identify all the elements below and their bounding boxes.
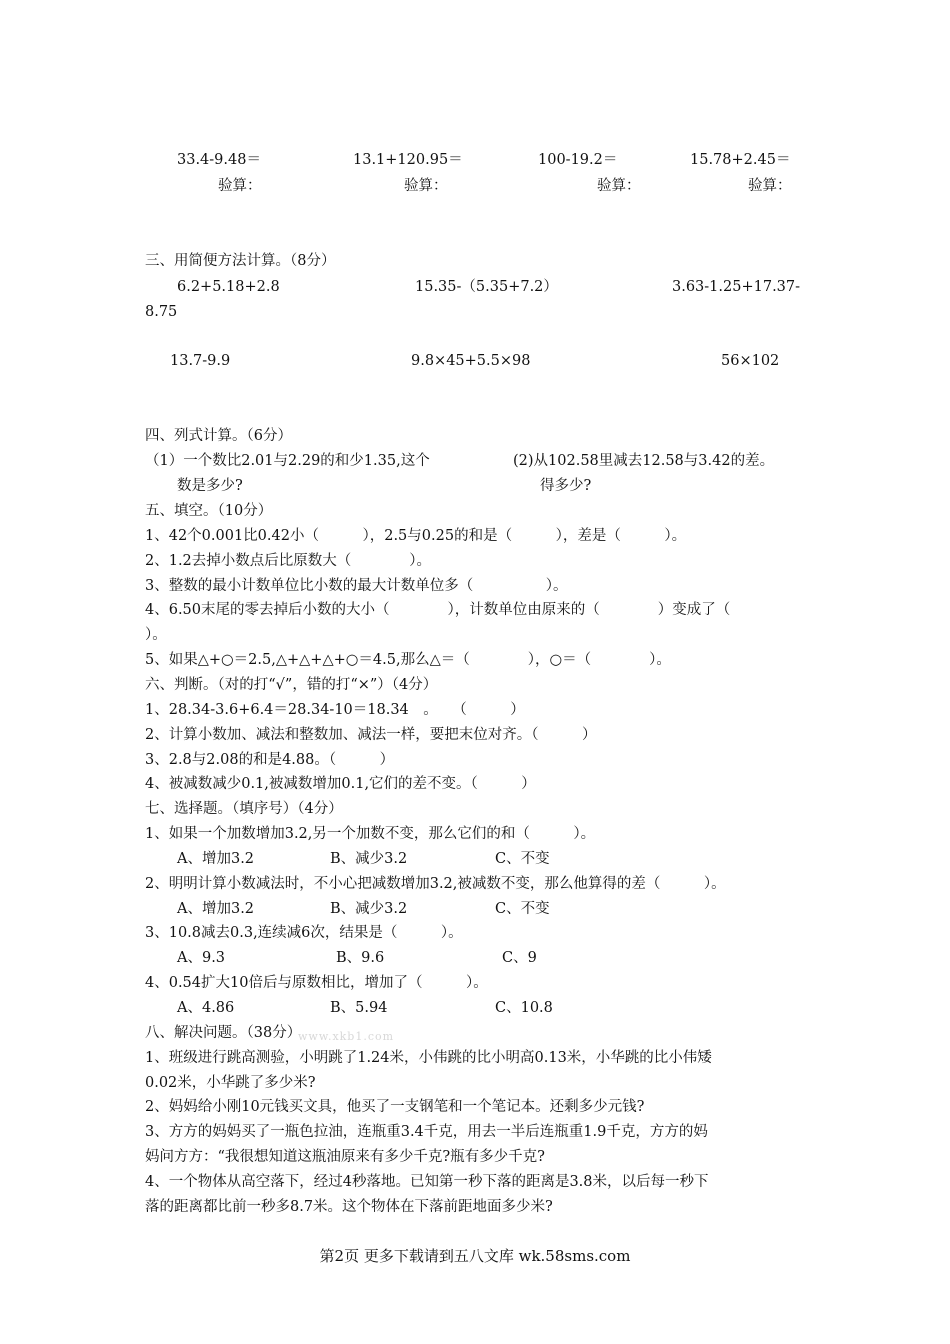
problem-4-line1: 4、一个物体从高空落下，经过4秒落地。已知第一秒下落的距离是3.8米，以后每一秒下	[145, 1174, 709, 1190]
choice-q1-option-b: B、减少3.2	[330, 851, 408, 867]
section-6-heading: 六、判断。（对的打“√”，错的打“×”）（4分）	[145, 677, 438, 693]
expression-q2-line2: 得多少?	[540, 478, 592, 494]
fill-item-4-wrap: ）。	[145, 627, 167, 643]
problem-2: 2、妈妈给小刚10元钱买文具，他买了一支钢笔和一个笔记本。还剩多少元钱?	[145, 1099, 645, 1115]
calc-item-3: 100-19.2＝	[538, 152, 618, 168]
watermark: www.xkb1.com	[298, 1030, 395, 1043]
choice-q3-option-c: C、9	[502, 950, 537, 966]
simplify-item-4: 13.7-9.9	[170, 353, 231, 369]
section-4-heading: 四、列式计算。（6分）	[145, 428, 292, 444]
fill-item-4: 4、6.50末尾的零去掉后小数的大小（ ），计数单位由原来的（ ）变成了（	[145, 602, 731, 618]
calc-item-1: 33.4-9.48＝	[177, 152, 261, 168]
choice-q3: 3、10.8减去0.3,连续减6次，结果是（ ）。	[145, 925, 463, 941]
simplify-item-5: 9.8×45+5.5×98	[411, 353, 531, 369]
choice-q1: 1、如果一个加数增加3.2,另一个加数不变，那么它们的和（ ）。	[145, 826, 596, 842]
check-label-3: 验算：	[597, 178, 641, 194]
check-label-1: 验算：	[218, 178, 262, 194]
choice-q1-option-c: C、不变	[495, 851, 550, 867]
expression-q2-line1: (2)从102.58里减去12.58与3.42的差。	[513, 453, 775, 469]
judge-item-1: 1、28.34-3.6+6.4＝28.34-10＝18.34 。 （ ）	[145, 702, 525, 718]
choice-q4: 4、0.54扩大10倍后与原数相比，增加了（ ）。	[145, 975, 488, 991]
choice-q2-option-a: A、增加3.2	[177, 901, 255, 917]
judge-item-4: 4、被减数减少0.1,被减数增加0.1,它们的差不变。（ ）	[145, 776, 536, 792]
problem-3-line2: 妈问方方：“我很想知道这瓶油原来有多少千克?瓶有多少千克?	[145, 1149, 545, 1165]
problem-1-line1: 1、班级进行跳高测验，小明跳了1.24米，小伟跳的比小明高0.13米，小华跳的比小伟矮	[145, 1050, 712, 1066]
problem-4-line2: 落的距离都比前一秒多8.7米。这个物体在下落前距地面多少米?	[145, 1199, 553, 1215]
choice-q3-option-b: B、9.6	[336, 950, 385, 966]
judge-item-3: 3、2.8与2.08的和是4.88。（ ）	[145, 752, 395, 768]
choice-q4-option-b: B、5.94	[330, 1000, 388, 1016]
simplify-item-3-wrap: 8.75	[145, 304, 178, 320]
simplify-item-2: 15.35-（5.35+7.2）	[415, 279, 558, 295]
problem-1-line2: 0.02米，小华跳了多少米?	[145, 1075, 316, 1091]
expression-q1-line2: 数是多少?	[177, 478, 243, 494]
fill-item-5: 5、如果△+○＝2.5,△+△+△+○＝4.5,那么△＝（ ），○＝（ ）。	[145, 652, 671, 668]
section-7-heading: 七、选择题。（填序号）（4分）	[145, 801, 343, 817]
judge-item-2: 2、计算小数加、减法和整数加、减法一样，要把末位对齐。（ ）	[145, 727, 597, 743]
choice-q2-option-b: B、减少3.2	[330, 901, 408, 917]
page-footer: 第2页 更多下载请到五八文库 wk.58sms.com	[319, 1247, 631, 1265]
fill-item-2: 2、1.2去掉小数点后比原数大（ ）。	[145, 553, 432, 569]
section-5-heading: 五、填空。（10分）	[145, 503, 273, 519]
choice-q4-option-c: C、10.8	[495, 1000, 553, 1016]
choice-q4-option-a: A、4.86	[177, 1000, 235, 1016]
fill-item-3: 3、整数的最小计数单位比小数的最大计数单位多（ ）。	[145, 578, 568, 594]
expression-q1-line1: （1）一个数比2.01与2.29的和少1.35,这个	[145, 453, 430, 469]
section-3-heading: 三、用简便方法计算。（8分）	[145, 253, 336, 269]
check-label-2: 验算：	[404, 178, 448, 194]
simplify-item-3: 3.63-1.25+17.37-	[672, 279, 801, 295]
simplify-item-1: 6.2+5.18+2.8	[177, 279, 280, 295]
fill-item-1: 1、42个0.001比0.42小（ ），2.5与0.25的和是（ ），差是（ ）。	[145, 528, 687, 544]
check-label-4: 验算：	[748, 178, 792, 194]
problem-3-line1: 3、方方的妈妈买了一瓶色拉油，连瓶重3.4千克，用去一半后连瓶重1.9千克，方方的妈	[145, 1124, 708, 1140]
choice-q1-option-a: A、增加3.2	[177, 851, 255, 867]
simplify-item-6: 56×102	[721, 353, 780, 369]
choice-q2-option-c: C、不变	[495, 901, 550, 917]
calc-item-4: 15.78+2.45＝	[690, 152, 791, 168]
calc-item-2: 13.1+120.95＝	[353, 152, 463, 168]
choice-q3-option-a: A、9.3	[177, 950, 226, 966]
choice-q2: 2、明明计算小数减法时，不小心把减数增加3.2,被减数不变，那么他算得的差（ ）。	[145, 876, 726, 892]
section-8-heading: 八、解决问题。（38分）	[145, 1025, 302, 1041]
